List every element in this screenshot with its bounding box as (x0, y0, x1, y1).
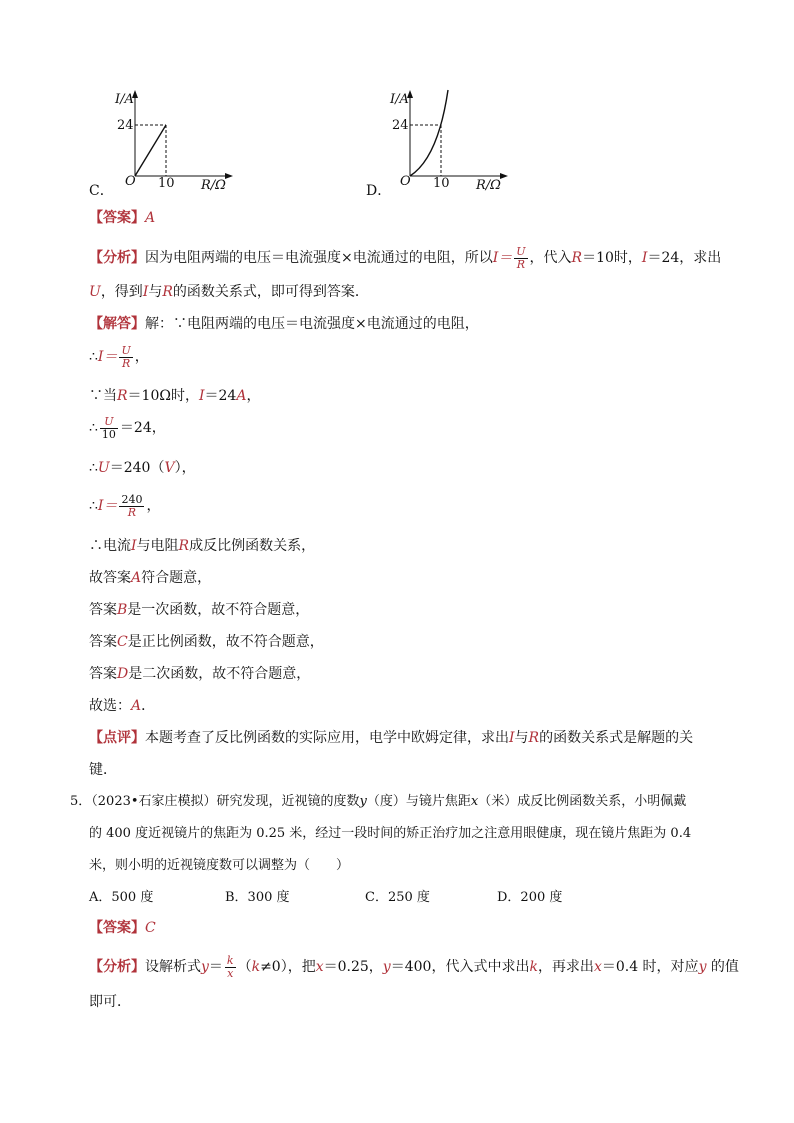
fraction-u-over-r (119, 345, 132, 370)
fraction-240-over-r (119, 494, 144, 519)
math-k: k (529, 959, 538, 975)
math-r: R (528, 730, 540, 746)
math-i: I (641, 250, 648, 266)
math-u: U (89, 284, 101, 300)
solution-text: ＝24， (119, 420, 166, 436)
question-text: （度）与镜片焦距 (366, 794, 471, 809)
choice-a: A．500 度 (89, 890, 154, 905)
analysis-text: 设解析式 (145, 959, 201, 975)
solution-text: ＝240（ (109, 460, 165, 476)
math-y: y (201, 959, 209, 975)
math-x: x (315, 959, 324, 975)
q5-analysis-line-2 (89, 992, 729, 1012)
q4-comment-line-1 (89, 728, 729, 748)
math-unit: A (236, 388, 247, 404)
q4-answer-line (89, 208, 729, 228)
question-text: 5．（2023•石家庄模拟）研究发现，近视镜的度数 (70, 794, 360, 809)
graph-c-line (135, 125, 166, 176)
choice-c: C．250 度 (365, 890, 430, 905)
graph-c-x-tick: 10 (158, 176, 175, 191)
q4-solution-line-11 (89, 664, 729, 684)
math-i: I (198, 388, 205, 404)
math-r: R (117, 388, 128, 404)
math-y: y (698, 959, 707, 975)
comment-text: 本题考查了反比例函数的实际应用，电学中欧姆定律，求出 (145, 730, 509, 746)
question-text: 的 400 度近视镜片的焦距为 0.25 米，经过一段时间的矫正治疗加之注意用眼健康，现在镜片焦距为 0.4 (89, 826, 692, 841)
analysis-text: （ (237, 959, 252, 975)
option-ref: A (131, 570, 142, 586)
solution-text: ． (141, 698, 156, 714)
q5-answer-line (89, 918, 729, 938)
fraction-numerator: k (226, 953, 234, 967)
fraction-denominator: R (516, 257, 526, 271)
choice-b: B．300 度 (225, 890, 290, 905)
q4-solution-line-1 (89, 314, 729, 334)
option-ref: B (117, 602, 128, 618)
answer-tag: 【答案】 (89, 210, 145, 226)
fraction-numerator: 240 (121, 492, 143, 506)
q4-solution-line-10 (89, 632, 729, 652)
math-i: I (142, 284, 149, 300)
question-text: （米）成反比例函数关系，小明佩戴 (478, 794, 687, 809)
math-i: I (509, 730, 515, 746)
graph-c (105, 88, 235, 198)
q4-comment-line-2 (89, 760, 729, 780)
math-x: x (593, 959, 602, 975)
option-c-letter: C． (89, 183, 114, 199)
solution-text: 成反比例函数关系， (189, 538, 316, 554)
q4-solution-line-4 (89, 412, 729, 444)
math-unit: V (164, 460, 175, 476)
analysis-text: ，得到 (100, 284, 143, 300)
q4-solution-line-12 (89, 696, 729, 716)
solution-text: 是二次函数，故不符合题意， (128, 666, 311, 682)
answer-tag: 【答案】 (89, 920, 145, 936)
comment-text: 键． (89, 762, 117, 778)
solution-text: ， (134, 349, 149, 365)
graph-c-y-label: I/A (115, 92, 134, 107)
solution-text: ， (246, 388, 261, 404)
fraction-u-over-10 (100, 416, 118, 441)
answer-value: C (145, 920, 156, 936)
graph-d-y-label: I/A (390, 92, 409, 107)
option-ref: D (117, 666, 129, 682)
solution-text: 解：∵电阻两端的电压＝电流强度×电流通过的电阻， (145, 316, 479, 332)
solution-text: ∴电流 (89, 538, 131, 554)
solution-text: ＝24 (204, 388, 237, 404)
comment-tag: 【点评】 (89, 730, 145, 746)
math-k: k (251, 959, 261, 975)
therefore-symbol: ∴ (89, 498, 98, 514)
analysis-tag: 【分析】 (89, 959, 145, 975)
math-r: R (178, 538, 190, 554)
q4-solution-line-9 (89, 600, 729, 620)
math-i: I＝ (97, 349, 118, 365)
solution-text: ＝10Ω时， (127, 388, 199, 404)
solution-tag: 【解答】 (89, 316, 145, 332)
therefore-symbol: ∴ (89, 349, 98, 365)
q4-solution-line-5 (89, 458, 729, 478)
graph-c-x-label: R/Ω (201, 178, 226, 193)
math-i: I＝ (97, 498, 118, 514)
q4-solution-line-6 (89, 490, 729, 522)
fraction-denominator: 10 (101, 427, 116, 441)
analysis-tag: 【分析】 (89, 250, 145, 266)
q4-solution-line-2 (89, 342, 729, 372)
math-y: y (382, 959, 391, 975)
solution-text: 符合题意， (141, 570, 212, 586)
analysis-text: 与 (148, 284, 163, 300)
q4-solution-line-7 (89, 536, 729, 556)
solution-text: 是一次函数，故不符合题意， (127, 602, 310, 618)
math-r: R (162, 284, 173, 300)
analysis-text: ，代入 (529, 250, 572, 266)
solution-text: 故答案 (89, 570, 131, 586)
math-y: y (359, 794, 367, 809)
q5-analysis-line-1 (89, 952, 739, 982)
q4-solution-line-3 (89, 386, 729, 406)
solution-text: 答案 (89, 634, 117, 650)
math-u: U (97, 460, 110, 476)
option-d-letter: D． (366, 183, 392, 199)
q5-stem-line-2 (89, 824, 729, 844)
graph-d-curve (410, 90, 448, 176)
q5-stem-line-1 (70, 792, 710, 812)
analysis-text: ＝ (208, 959, 223, 975)
graph-d-y-tick: 24 (392, 118, 409, 133)
solution-text: 答案 (89, 666, 117, 682)
analysis-text: 因为电阻两端的电压＝电流强度×电流通过的电阻，所以 (145, 250, 493, 266)
analysis-text: ≠0），把 (260, 959, 316, 975)
analysis-text: ＝0.4 时，对应 (601, 959, 699, 975)
comment-text: 的函数关系式是解题的关 (539, 730, 694, 746)
analysis-text: ＝24，求出 (647, 250, 722, 266)
solution-text: 是正比例函数，故不符合题意， (127, 634, 324, 650)
fraction-denominator: R (127, 505, 137, 519)
option-ref: A (131, 698, 142, 714)
graph-c-x-arrow (225, 173, 233, 179)
analysis-text: ＝0.25， (323, 959, 383, 975)
comment-text: 与 (514, 730, 529, 746)
solution-text: 故选： (89, 698, 131, 714)
graph-d (380, 88, 510, 198)
math-i: I＝ (492, 250, 513, 266)
choice-d: D．200 度 (497, 890, 563, 905)
question-text: 米，则小明的近视镜度数可以调整为（ ） (89, 858, 350, 873)
analysis-text: ＝400，代入式中求出 (390, 959, 530, 975)
graph-d-origin: O (400, 174, 411, 189)
math-x: x (470, 794, 479, 809)
q5-stem-line-3 (89, 856, 729, 876)
fraction-numerator: U (516, 244, 526, 258)
analysis-text: 的值 (706, 959, 739, 975)
option-ref: C (117, 634, 128, 650)
solution-text: 与电阻 (136, 538, 179, 554)
math-r: R (571, 250, 583, 266)
analysis-text: 的函数关系式，即可得到答案． (172, 284, 369, 300)
fraction-numerator: U (121, 343, 131, 357)
therefore-symbol: ∴ (89, 420, 98, 436)
fraction-u-over-r (514, 246, 527, 271)
graph-d-x-arrow (500, 173, 508, 179)
graph-c-y-tick: 24 (117, 118, 134, 133)
analysis-text: 即可． (89, 994, 131, 1010)
solution-text: ， (146, 498, 161, 514)
graph-d-x-tick: 10 (433, 176, 450, 191)
analysis-text: ＝10时， (582, 250, 642, 266)
fraction-denominator: x (227, 966, 234, 980)
q4-analysis-line-2 (89, 282, 729, 302)
fraction-numerator: U (100, 416, 118, 429)
q4-solution-line-8 (89, 568, 729, 588)
math-i: I (131, 538, 137, 554)
graph-c-origin: O (125, 174, 136, 189)
fraction-k-over-x (225, 955, 236, 980)
solution-text: 答案 (89, 602, 117, 618)
answer-value: A (145, 210, 156, 226)
therefore-symbol: ∴ (89, 460, 98, 476)
solution-text: ）， (174, 460, 196, 476)
fraction-denominator: R (121, 356, 131, 370)
graph-d-x-label: R/Ω (476, 178, 501, 193)
q4-analysis-line-1 (89, 244, 729, 272)
solution-text: ∵当 (89, 388, 117, 404)
analysis-text: ，再求出 (537, 959, 594, 975)
